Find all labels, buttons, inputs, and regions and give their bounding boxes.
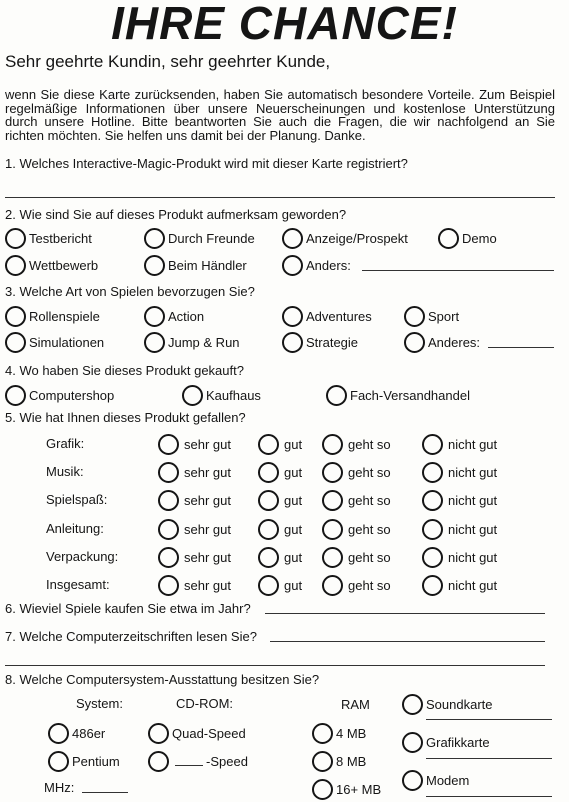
radio-circle[interactable] [258,547,279,568]
system-label: System: [76,696,123,711]
radio-circle[interactable] [422,575,443,596]
radio-circle[interactable] [5,306,26,327]
radio-circle[interactable] [422,490,443,511]
radio-circle[interactable] [144,228,165,249]
question-3: 3. Welche Art von Spielen bevorzugen Sie? [5,284,255,299]
radio-circle[interactable] [258,434,279,455]
rating-option[interactable]: geht so [322,572,391,598]
q2-option-anzeige[interactable]: Anzeige/Prospekt [282,225,408,251]
rating-option[interactable]: geht so [322,487,391,513]
radio-circle[interactable] [282,228,303,249]
rating-option[interactable]: sehr gut [158,572,231,598]
radio-circle[interactable] [402,770,423,791]
rating-option[interactable]: sehr gut [158,487,231,513]
rating-option[interactable]: nicht gut [422,431,497,457]
q3-option-anderes[interactable]: Anderes: [404,329,480,355]
radio-circle[interactable] [402,732,423,753]
radio-circle[interactable] [312,723,333,744]
q4-option-kaufhaus[interactable]: Kaufhaus [182,382,261,408]
mhz-label: MHz: [44,780,75,795]
q2-option-freunde[interactable]: Durch Freunde [144,225,255,251]
rating-row-label: Insgesamt: [46,577,110,592]
radio-circle[interactable] [326,385,347,406]
question-8: 8. Welche Computersystem-Ausstattung besitzen Sie? [5,672,320,687]
q4-option-computershop[interactable]: Computershop [5,382,114,408]
q3-option-action[interactable]: Action [144,303,204,329]
radio-circle[interactable] [322,575,343,596]
q3-option-simulationen[interactable]: Simulationen [5,329,104,355]
cdrom-speed-line[interactable] [175,765,203,766]
q8-system-486[interactable]: 486er [48,720,105,746]
radio-circle[interactable] [322,462,343,483]
question-6: 6. Wieviel Spiele kaufen Sie etwa im Jahr? [5,601,251,616]
q8-extra-modem[interactable]: Modem [402,767,469,793]
q7-answer-line[interactable] [270,641,545,642]
radio-circle[interactable] [422,519,443,540]
q8-ram-4[interactable]: 4 MB [312,720,366,746]
rating-option[interactable]: sehr gut [158,544,231,570]
q2-anders-line[interactable] [362,270,554,271]
q4-option-versandhandel[interactable]: Fach-Versandhandel [326,382,470,408]
rating-row-label: Grafik: [46,436,85,451]
question-4: 4. Wo haben Sie dieses Produkt gekauft? [5,363,244,378]
radio-circle[interactable] [258,575,279,596]
q2-option-wettbewerb[interactable]: Wettbewerb [5,252,98,278]
rating-option[interactable]: gut [258,572,302,598]
rating-option[interactable]: geht so [322,516,391,542]
rating-option[interactable]: nicht gut [422,544,497,570]
radio-circle[interactable] [312,751,333,772]
rating-row-label: Spielspaß: [46,492,108,507]
radio-circle[interactable] [5,385,26,406]
cdrom-label: CD-ROM: [176,696,234,711]
radio-circle[interactable] [5,255,26,276]
radio-circle[interactable] [48,723,69,744]
radio-circle[interactable] [144,306,165,327]
page-title: IHRE CHANCE! [111,0,458,49]
q8-extra-grafikkarte[interactable]: Grafikkarte [402,729,490,755]
radio-circle[interactable] [282,332,303,353]
radio-circle[interactable] [158,575,179,596]
radio-circle[interactable] [312,779,333,800]
question-2: 2. Wie sind Sie auf dieses Produkt aufmerksam geworden? [5,207,347,222]
grafikkarte-line[interactable] [426,758,552,759]
q8-ram-8[interactable]: 8 MB [312,748,366,774]
mhz-line[interactable] [82,792,128,793]
soundkarte-line[interactable] [426,719,552,720]
radio-circle[interactable] [182,385,203,406]
question-7: 7. Welche Computerzeitschriften lesen Sie? [5,629,257,644]
radio-circle[interactable] [402,694,423,715]
ram-label: RAM [341,697,370,712]
q8-system-pentium[interactable]: Pentium [48,748,120,774]
q3-anderes-line[interactable] [488,347,554,348]
rating-option[interactable]: geht so [322,459,391,485]
radio-circle[interactable] [404,332,425,353]
radio-circle[interactable] [258,519,279,540]
radio-circle[interactable] [322,519,343,540]
radio-circle[interactable] [422,462,443,483]
rating-option[interactable]: sehr gut [158,459,231,485]
radio-circle[interactable] [322,490,343,511]
radio-circle[interactable] [282,255,303,276]
rating-option[interactable]: nicht gut [422,459,497,485]
radio-circle[interactable] [158,519,179,540]
q8-extra-soundkarte[interactable]: Soundkarte [402,691,493,717]
rating-option[interactable]: gut [258,544,302,570]
q3-option-sport[interactable]: Sport [404,303,459,329]
radio-circle[interactable] [144,332,165,353]
radio-circle[interactable] [48,751,69,772]
radio-circle[interactable] [158,547,179,568]
q7-answer-line-2[interactable] [5,665,545,666]
radio-circle[interactable] [158,462,179,483]
rating-option[interactable]: nicht gut [422,572,497,598]
radio-circle[interactable] [158,434,179,455]
rating-option[interactable]: nicht gut [422,487,497,513]
greeting: Sehr geehrte Kundin, sehr geehrter Kunde, [5,52,331,71]
rating-option[interactable]: geht so [322,544,391,570]
radio-circle[interactable] [158,490,179,511]
q3-option-rollenspiele[interactable]: Rollenspiele [5,303,100,329]
question-5: 5. Wie hat Ihnen dieses Produkt gefallen? [5,410,246,425]
q3-option-strategie[interactable]: Strategie [282,329,358,355]
q8-cdrom-speed[interactable]: -Speed [148,748,248,774]
radio-circle[interactable] [438,228,459,249]
radio-circle[interactable] [258,490,279,511]
q2-option-anders[interactable]: Anders: [282,252,351,278]
radio-circle[interactable] [322,434,343,455]
question-1: 1. Welches Interactive-Magic-Produkt wird mit dieser Karte registriert? [5,156,408,171]
rating-option[interactable]: gut [258,459,302,485]
q3-option-adventures[interactable]: Adventures [282,303,372,329]
q8-cdrom-quad[interactable]: Quad-Speed [148,720,246,746]
q2-option-testbericht[interactable]: Testbericht [5,225,92,251]
modem-line[interactable] [426,796,552,797]
q8-ram-16[interactable]: 16+ MB [312,776,381,802]
radio-circle[interactable] [422,434,443,455]
q6-answer-line[interactable] [265,613,545,614]
rating-option[interactable]: gut [258,516,302,542]
radio-circle[interactable] [5,332,26,353]
radio-circle[interactable] [148,723,169,744]
radio-circle[interactable] [282,306,303,327]
intro-paragraph: wenn Sie diese Karte zurücksenden, haben Sie automatisch besondere Vorteile. Zum Beispiel regelmäßige Informationen über unsere Neuerscheinungen und kostenlose Unterstützung durch unsere Hotline. Bitte beantworten Sie auch die Fragen, die wir nachfolgend an Sie richten möchten. Sie helfen uns damit bei der Planung. Danke. [5,87,555,143]
q2-option-demo[interactable]: Demo [438,225,497,251]
q2-option-haendler[interactable]: Beim Händler [144,252,247,278]
rating-option[interactable]: sehr gut [158,516,231,542]
radio-circle[interactable] [422,547,443,568]
radio-circle[interactable] [144,255,165,276]
rating-option[interactable]: sehr gut [158,431,231,457]
q3-option-jumprun[interactable]: Jump & Run [144,329,240,355]
radio-circle[interactable] [258,462,279,483]
radio-circle[interactable] [322,547,343,568]
rating-option[interactable]: gut [258,431,302,457]
rating-row-label: Musik: [46,464,84,479]
radio-circle[interactable] [5,228,26,249]
rating-row-label: Verpackung: [46,549,119,564]
rating-option[interactable]: nicht gut [422,516,497,542]
rating-option[interactable]: gut [258,487,302,513]
rating-option[interactable]: geht so [322,431,391,457]
rating-row-label: Anleitung: [46,521,104,536]
radio-circle[interactable] [404,306,425,327]
q1-answer-line[interactable] [5,197,555,198]
radio-circle[interactable] [148,751,169,772]
